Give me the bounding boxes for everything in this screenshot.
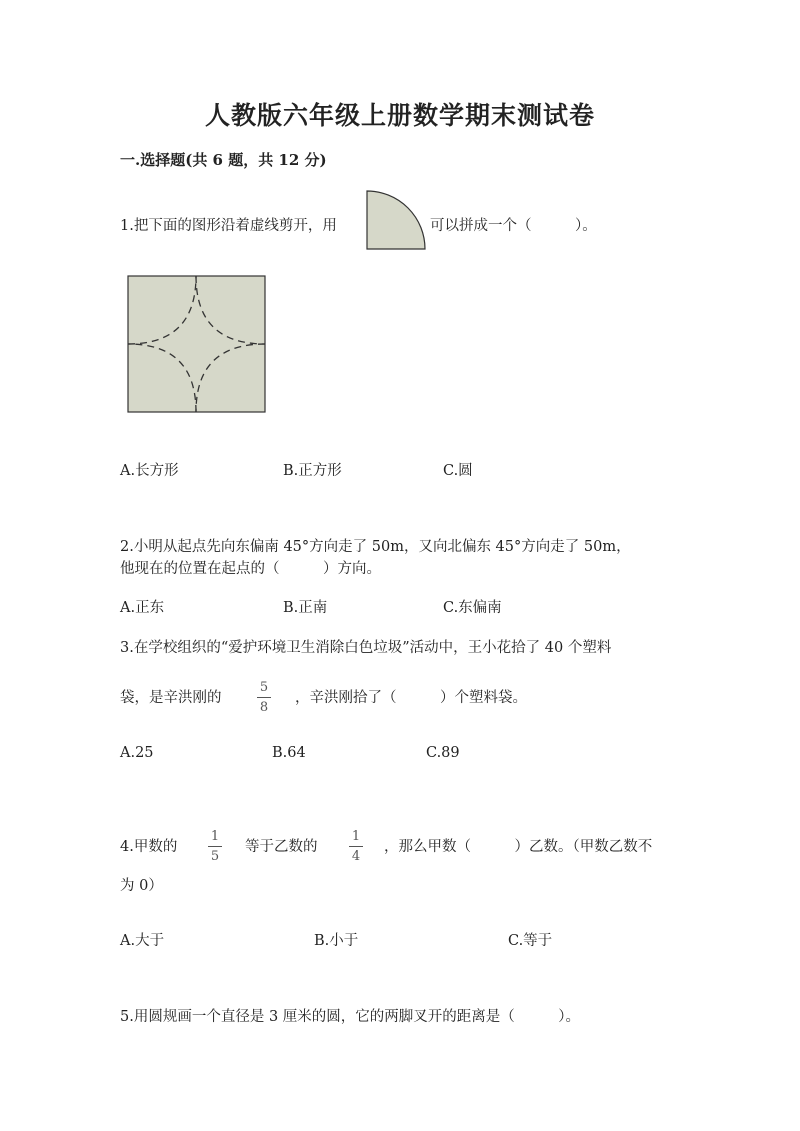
q4-fraction-2-bar — [349, 846, 363, 847]
q1-text-before-figure: 1.把下面的图形沿着虚线剪开，用 — [120, 218, 337, 234]
q4-fraction-1 — [205, 828, 225, 865]
q3-fraction — [254, 679, 274, 716]
q3-text-line2-after-fraction: ，辛洪刚拾了（ ）个塑料袋。 — [295, 690, 527, 706]
q2-option-c[interactable]: C.东偏南 — [443, 600, 502, 616]
q4-option-c[interactable]: C.等于 — [508, 933, 553, 949]
q2-text-line2: 他现在的位置在起点的（ ）方向。 — [120, 561, 381, 577]
q1-text-after-figure: 可以拼成一个（ ）。 — [430, 218, 597, 234]
q4-option-a[interactable]: A.大于 — [120, 933, 165, 949]
quarter-circle-figure — [366, 190, 428, 250]
q2-text-line1: 2.小明从起点先向东偏南 45°方向走了 50m，又向北偏东 45°方向走了 50m， — [120, 539, 631, 555]
q3-text-line1: 3.在学校组织的“爱护环境卫生消除白色垃圾”活动中，王小花拾了 40 个塑料 — [120, 640, 612, 656]
q4-text-line2: 为 0） — [120, 878, 163, 894]
q1-option-a[interactable]: A.长方形 — [120, 463, 179, 479]
q2-option-a[interactable]: A.正东 — [120, 600, 165, 616]
q3-text-line2-before-fraction: 袋，是辛洪刚的 — [120, 690, 222, 706]
square-with-dashed-arcs-figure — [127, 275, 267, 413]
q3-fraction-denominator: 8 — [259, 700, 269, 715]
q4-fraction-2-numerator: 1 — [351, 829, 361, 844]
q4-text-after-fraction2: ，那么甲数（ ）乙数。（甲数乙数不 — [384, 839, 653, 855]
q5-text: 5.用圆规画一个直径是 3 厘米的圆，它的两脚叉开的距离是（ ）。 — [120, 1009, 581, 1025]
q3-option-c[interactable]: C.89 — [426, 745, 460, 761]
q3-fraction-numerator: 5 — [259, 680, 269, 695]
q4-fraction-2-denominator: 4 — [351, 849, 361, 864]
q4-fraction-1-denominator: 5 — [210, 849, 220, 864]
q4-fraction-2 — [346, 828, 366, 865]
q4-fraction-1-numerator: 1 — [210, 829, 220, 844]
q3-fraction-bar — [257, 697, 271, 698]
q3-option-a[interactable]: A.25 — [120, 745, 154, 761]
q4-text-between-fractions: 等于乙数的 — [245, 839, 318, 855]
q2-option-b[interactable]: B.正南 — [283, 600, 328, 616]
q1-option-b[interactable]: B.正方形 — [283, 463, 342, 479]
q4-fraction-1-bar — [208, 846, 222, 847]
section-heading: 一.选择题(共 6 题，共 12 分) — [120, 151, 327, 169]
page-title: 人教版六年级上册数学期末测试卷 — [204, 101, 595, 130]
q3-option-b[interactable]: B.64 — [272, 745, 306, 761]
q4-text-before-fraction1: 4.甲数的 — [120, 839, 178, 855]
q1-option-c[interactable]: C.圆 — [443, 463, 473, 479]
q4-option-b[interactable]: B.小于 — [314, 933, 359, 949]
